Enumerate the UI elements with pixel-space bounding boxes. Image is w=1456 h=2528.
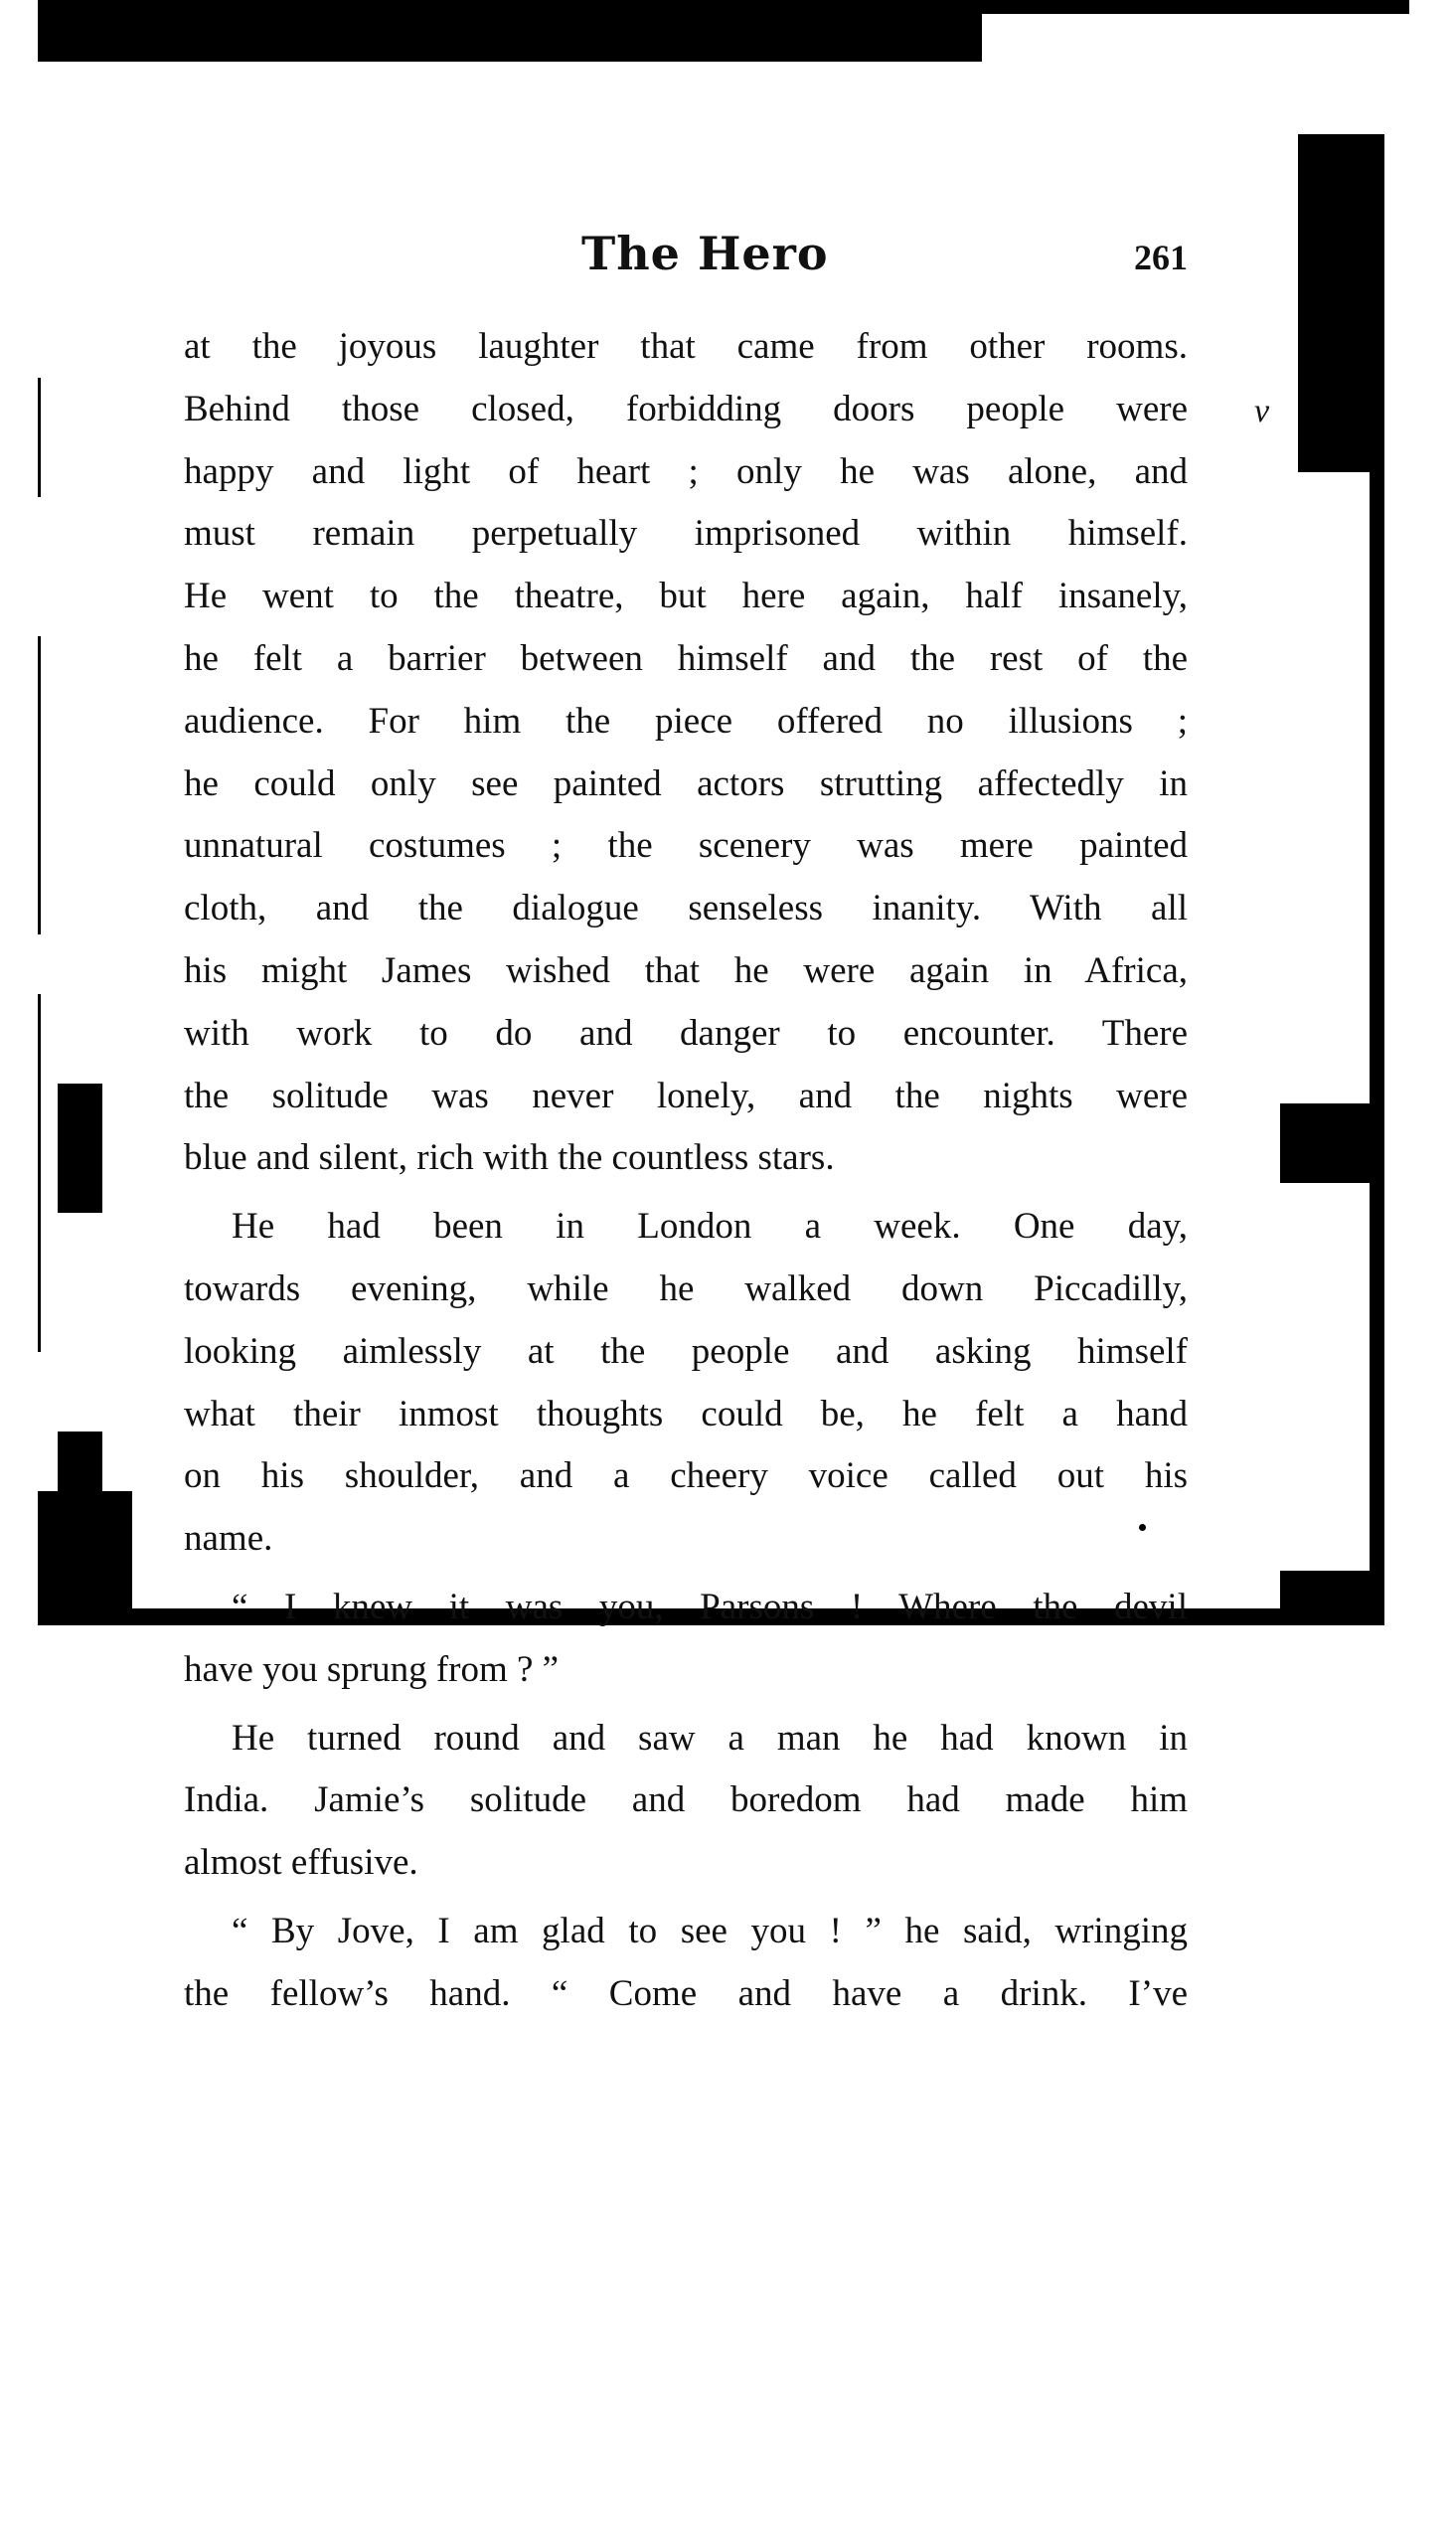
text-line: audience. For him the piece offered no illusions ; <box>184 700 1188 742</box>
body-text <box>184 316 1188 2026</box>
left-rule-2 <box>38 636 41 934</box>
text-line: looking aimlessly at the people and asking himself <box>184 1330 1188 1372</box>
text-line: unnatural costumes ; the scenery was mere painted <box>184 825 1188 867</box>
text-line: his might James wished that he were again in Africa, <box>184 949 1188 991</box>
top-edge-left <box>38 0 982 62</box>
text-line: He turned round and saw a man he had known in <box>232 1717 1188 1759</box>
text-line: must remain perpetually imprisoned within himself. <box>184 513 1188 555</box>
left-rule-3 <box>38 994 41 1352</box>
paragraph <box>184 1708 1188 1895</box>
text-line: on his shoulder, and a cheery voice called out his <box>184 1455 1188 1497</box>
text-line: the fellow’s hand. “ Come and have a drink. I’ve <box>184 1972 1188 2014</box>
text-line: “ By Jove, I am glad to see you ! ” he said, wringing <box>232 1910 1188 1951</box>
right-edge-upper <box>1298 134 1384 472</box>
paragraph <box>184 316 1188 1190</box>
text-line: towards evening, while he walked down Piccadilly, <box>184 1267 1188 1309</box>
page-header <box>184 219 1188 298</box>
text-line: cloth, and the dialogue senseless inanity. With all <box>184 888 1188 929</box>
text-line: happy and light of heart ; only he was alone, and <box>184 450 1188 492</box>
text-line: He went to the theatre, but here again, half insanely, <box>184 576 1188 617</box>
text-line: name. <box>184 1518 273 1560</box>
text-line: what their inmost thoughts could be, he felt a hand <box>184 1393 1188 1434</box>
paragraph <box>184 1901 1188 2026</box>
paragraph <box>184 1577 1188 1702</box>
text-line: He had been in London a week. One day, <box>232 1206 1188 1248</box>
text-line: the solitude was never lonely, and the nights were <box>184 1075 1188 1116</box>
text-line: have you sprung from ? ” <box>184 1648 560 1690</box>
right-edge-thin <box>1370 467 1384 1610</box>
left-edge-block-1 <box>58 1084 102 1213</box>
text-line: at the joyous laughter that came from other rooms. <box>184 326 1188 367</box>
ink-dot <box>1139 1524 1146 1531</box>
paragraph <box>184 1196 1188 1571</box>
top-edge-right <box>982 0 1409 14</box>
text-line: he felt a barrier between himself and the rest of the <box>184 637 1188 679</box>
running-title: The Hero <box>581 227 829 280</box>
text-line: he could only see painted actors strutting affectedly in <box>184 762 1188 804</box>
text-line: Behind those closed, forbidding doors people were <box>184 388 1188 429</box>
text-line: blue and silent, rich with the countless stars. <box>184 1137 835 1179</box>
text-line: “ I knew it was you, Parsons ! Where the devil <box>232 1586 1188 1627</box>
page-number: 261 <box>1134 238 1188 277</box>
bottom-left-corner <box>38 1491 132 1625</box>
text-line: India. Jamie’s solitude and boredom had made him <box>184 1779 1188 1821</box>
text-line: almost effusive. <box>184 1842 418 1884</box>
text-line: with work to do and danger to encounter. There <box>184 1012 1188 1054</box>
left-rule-1 <box>38 378 41 497</box>
margin-checkmark: v <box>1254 393 1270 429</box>
